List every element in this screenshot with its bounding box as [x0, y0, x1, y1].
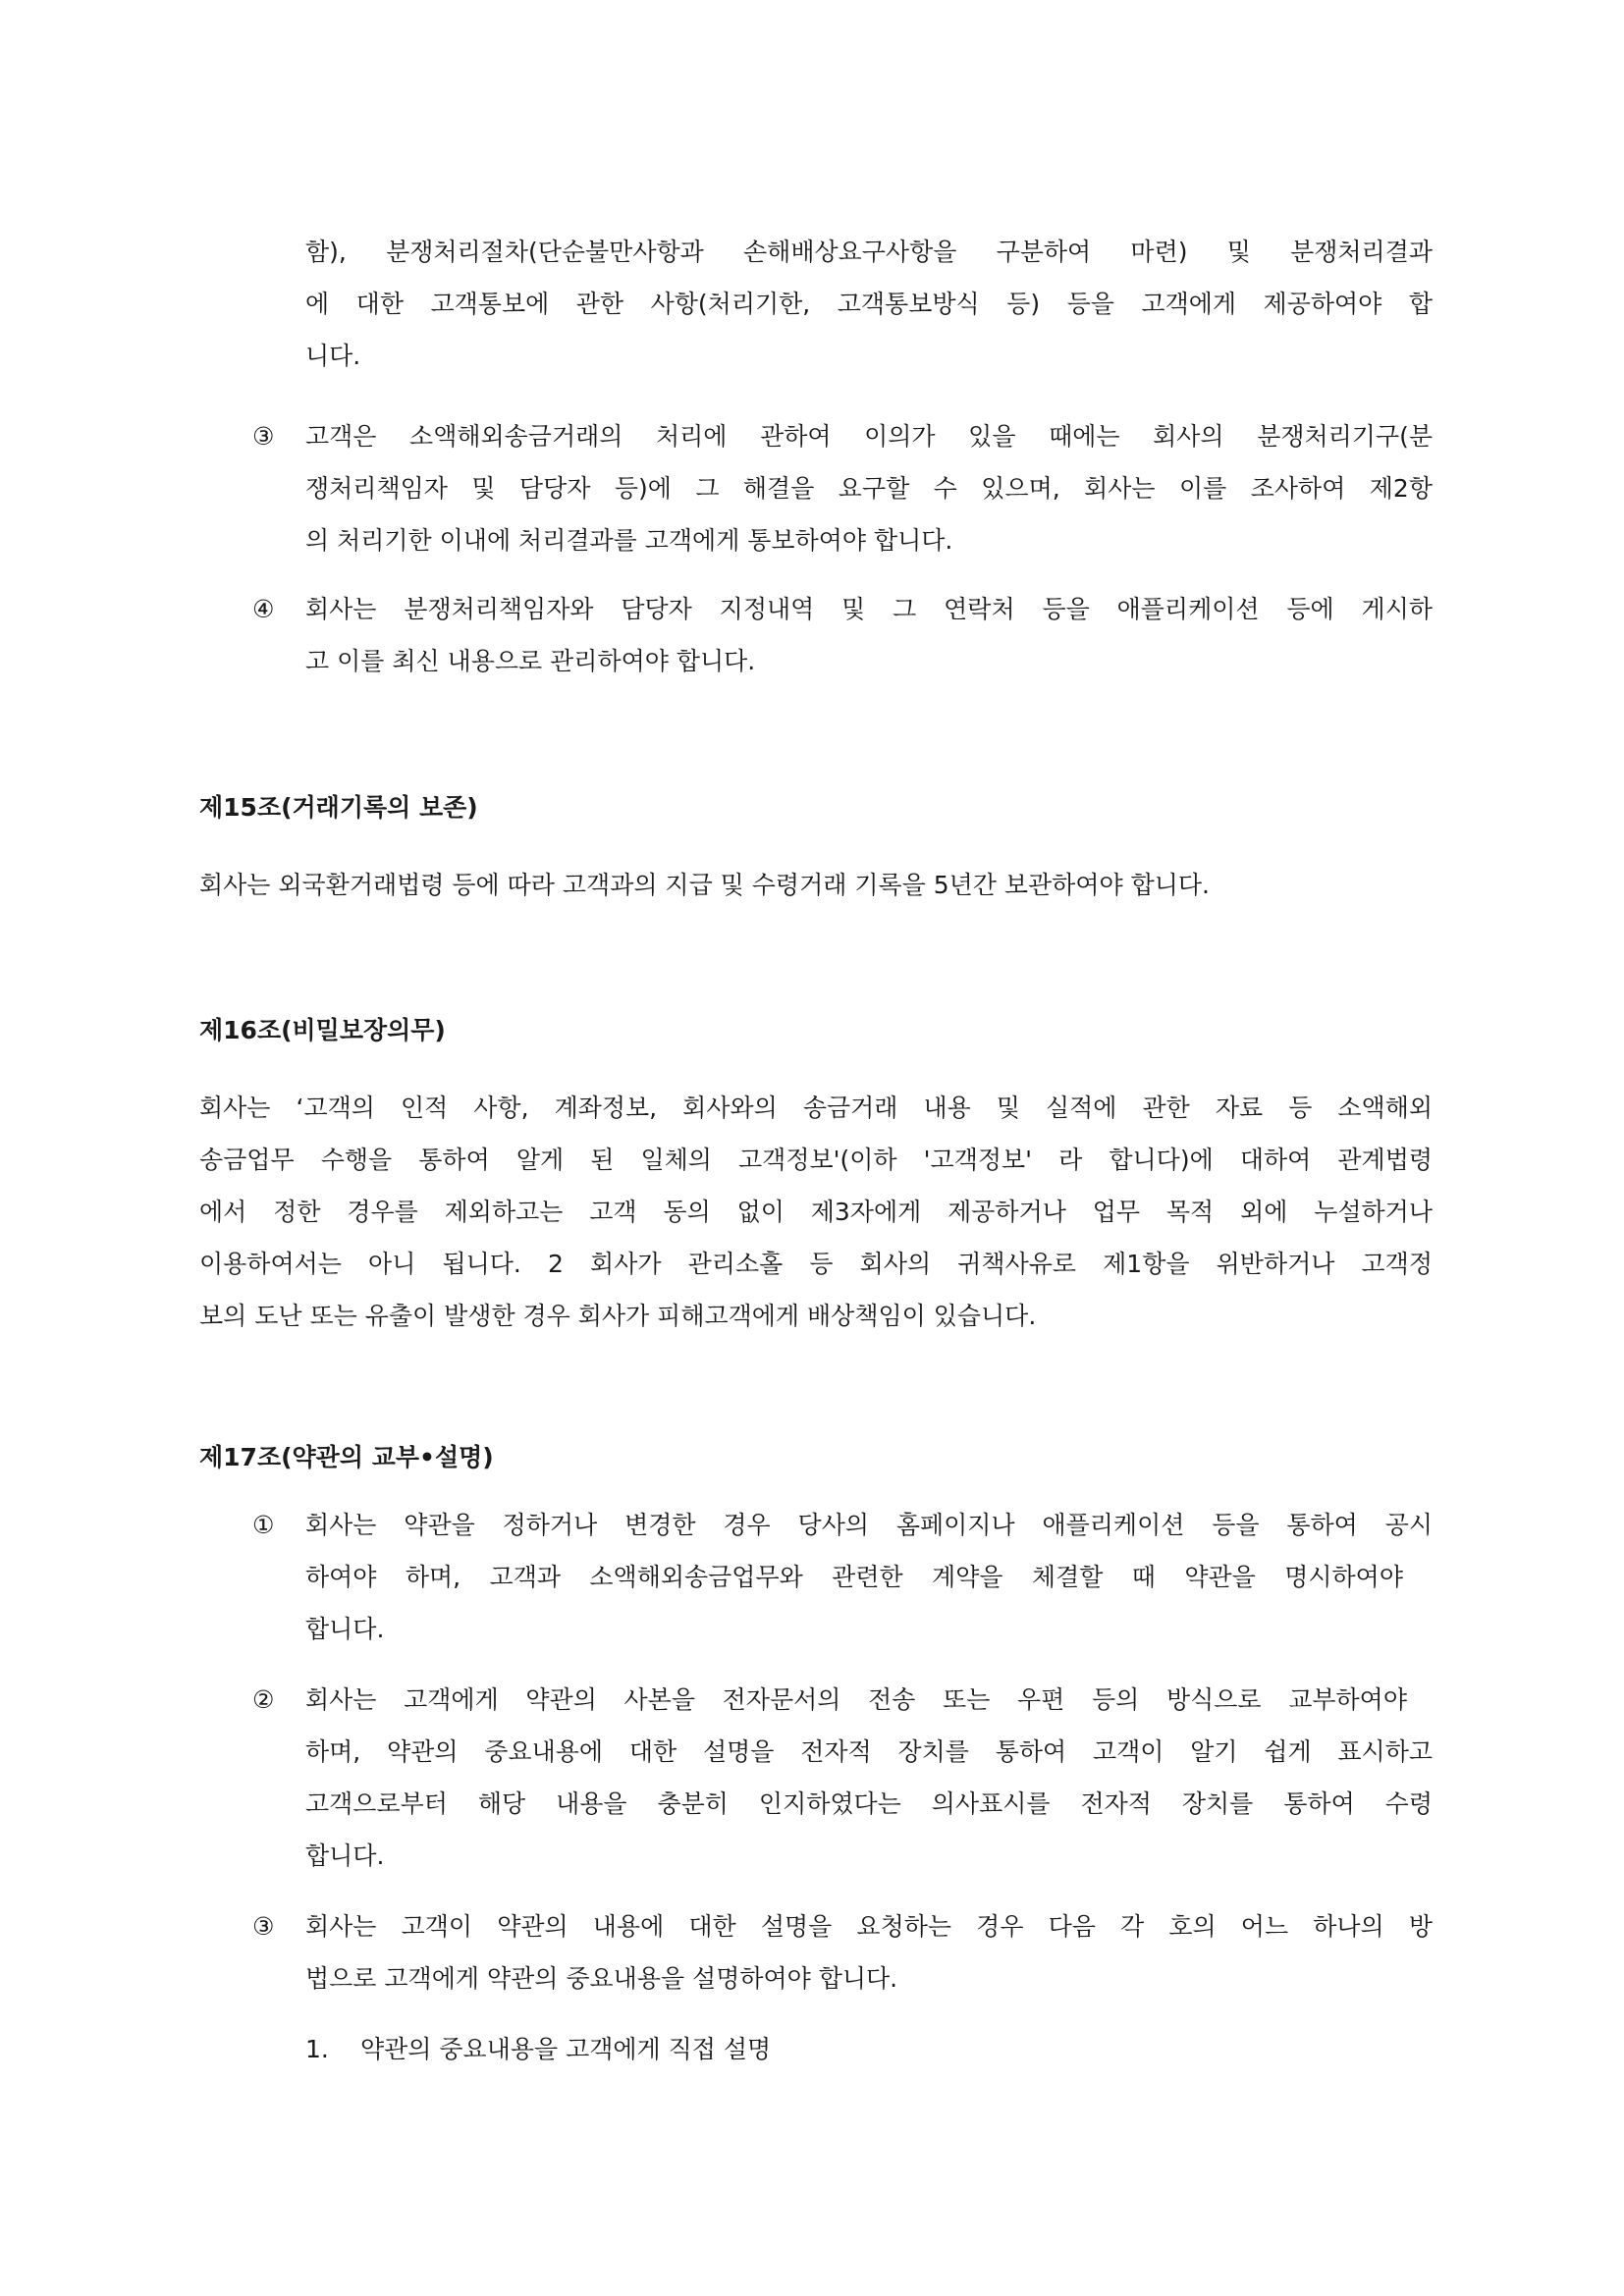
paragraph-line: 회사는 ‘고객의 인적 사항, 계좌정보, 회사와의 송금거래 내용 및 실적에 관한 자료 등 소액해외 [199, 1094, 1433, 1122]
paragraph-line: 니다. [305, 342, 361, 370]
paragraph-line: 송금업무 수행을 통하여 알게 된 일체의 고객정보'(이하 '고객정보' 라 합니다)에 대하여 관계법령 [199, 1146, 1433, 1174]
paragraph-line: 고 이를 최신 내용으로 관리하여야 합니다. [305, 647, 756, 675]
paragraph-line: 법으로 고객에게 약관의 중요내용을 설명하여야 합니다. [305, 1964, 898, 1993]
paragraph-line: 이용하여서는 아니 됩니다. 2 회사가 관리소홀 등 회사의 귀책사유로 제1항을 위반하거나 고객정 [199, 1250, 1433, 1278]
paragraph-line: 함), 분쟁처리절차(단순불만사항과 손해배상요구사항을 구분하여 마련) 및 분쟁처리결과 [305, 238, 1433, 266]
paragraph-line: 에서 정한 경우를 제외하고는 고객 동의 없이 제3자에게 제공하거나 업무 목적 외에 누설하거나 [199, 1198, 1433, 1226]
article-17-heading: 제17조(약관의 교부•설명) [199, 1443, 494, 1471]
paragraph-line: 에 대한 고객통보에 관한 사항(처리기한, 고객통보방식 등) 등을 고객에게 제공하여야 합 [305, 290, 1433, 318]
paragraph-line: 회사는 분쟁처리책임자와 담당자 지정내역 및 그 연락처 등을 애플리케이션 등에 게시하 [305, 595, 1433, 623]
paragraph-line: 합니다. [305, 1842, 385, 1870]
item-marker: ③ [252, 1912, 275, 1941]
paragraph-line: 고객은 소액해외송금거래의 처리에 관하여 이의가 있을 때에는 회사의 분쟁처리기구(분 [305, 422, 1433, 451]
paragraph-line: 회사는 외국환거래법령 등에 따라 고객과의 지급 및 수령거래 기록을 5년간 보관하여야 합니다. [199, 871, 1210, 899]
paragraph-line: 하여야 하며, 고객과 소액해외송금업무와 관련한 계약을 체결할 때 약관을 명시하여야 [305, 1563, 1403, 1591]
subitem-text: 약관의 중요내용을 고객에게 직접 설명 [360, 2035, 772, 2063]
item-marker: ① [252, 1511, 275, 1539]
subitem-marker: 1. [305, 2035, 329, 2063]
item-marker: ③ [252, 422, 275, 451]
article-16-heading: 제16조(비밀보장의무) [199, 1016, 446, 1044]
paragraph-line: 합니다. [305, 1615, 385, 1643]
paragraph-line: 고객으로부터 해당 내용을 충분히 인지하였다는 의사표시를 전자적 장치를 통하여 수령 [305, 1789, 1433, 1818]
paragraph-line: 회사는 고객이 약관의 내용에 대한 설명을 요청하는 경우 다음 각 호의 어느 하나의 방 [305, 1912, 1433, 1941]
item-marker: ④ [252, 595, 275, 623]
paragraph-line: 하며, 약관의 중요내용에 대한 설명을 전자적 장치를 통하여 고객이 알기 쉽게 표시하고 [305, 1737, 1433, 1766]
paragraph-line: 회사는 약관을 정하거나 변경한 경우 당사의 홈페이지나 애플리케이션 등을 통하여 공시 [305, 1511, 1433, 1539]
paragraph-line: 보의 도난 또는 유출이 발생한 경우 회사가 피해고객에게 배상책임이 있습니다. [199, 1302, 1037, 1330]
paragraph-line: 쟁처리책임자 및 담당자 등)에 그 해결을 요구할 수 있으며, 회사는 이를 조사하여 제2항 [305, 474, 1433, 503]
paragraph-line: 의 처리기한 이내에 처리결과를 고객에게 통보하여야 합니다. [305, 526, 953, 555]
article-15-heading: 제15조(거래기록의 보존) [199, 793, 478, 822]
paragraph-line: 회사는 고객에게 약관의 사본을 전자문서의 전송 또는 우편 등의 방식으로 교부하여야 [305, 1685, 1407, 1714]
item-marker: ② [252, 1685, 275, 1714]
